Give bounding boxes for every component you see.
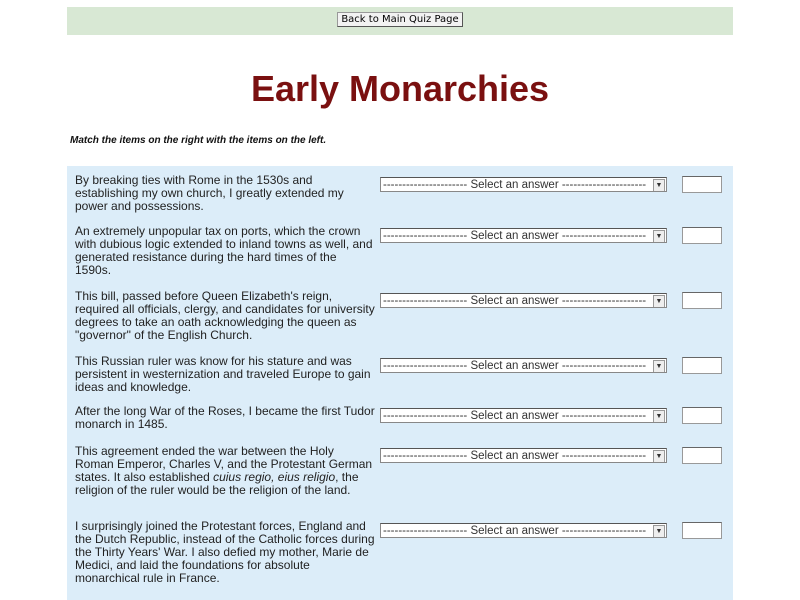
back-to-main-quiz-button[interactable]: Back to Main Quiz Page <box>337 12 462 27</box>
question-text-part: This agreement ended the war between the Holy Roman Emperor, Charles V, and the Protestant German states. It also established <box>75 444 373 484</box>
answer-select[interactable] <box>380 408 667 423</box>
question-text <box>75 445 375 497</box>
answer-select[interactable] <box>380 358 667 373</box>
top-nav-bar <box>67 7 733 35</box>
instructions: Match the items on the right with the items on the left. <box>70 135 327 146</box>
answer-input[interactable] <box>682 522 722 539</box>
question-text: An extremely unpopular tax on ports, which the crown with dubious logic extended to inland towns as well, and generated resistance during the hard times of the 1590s. <box>75 224 373 277</box>
matching-panel <box>67 166 733 600</box>
question-row <box>75 225 741 277</box>
select-placeholder: ---------------------- Select an answer ---------------------- <box>383 410 647 422</box>
select-placeholder: ---------------------- Select an answer ---------------------- <box>383 295 647 307</box>
answer-input[interactable] <box>682 407 722 424</box>
question-row <box>75 405 741 431</box>
answer-select[interactable] <box>380 293 667 308</box>
question-row <box>75 174 741 213</box>
select-placeholder: ---------------------- Select an answer ---------------------- <box>383 360 647 372</box>
select-placeholder: ---------------------- Select an answer ---------------------- <box>383 450 647 462</box>
chevron-down-icon: ▼ <box>653 360 665 373</box>
select-placeholder: ---------------------- Select an answer ---------------------- <box>383 230 647 242</box>
chevron-down-icon: ▼ <box>653 179 665 192</box>
chevron-down-icon: ▼ <box>653 295 665 308</box>
answer-input[interactable] <box>682 227 722 244</box>
question-row <box>75 355 741 394</box>
chevron-down-icon: ▼ <box>653 525 665 538</box>
question-text-part: , the religion of the ruler would be the religion of the land. <box>75 470 359 497</box>
answer-select[interactable] <box>380 523 667 538</box>
question-text-italic: cuius regio, eius religio <box>213 470 336 484</box>
question-row <box>75 290 741 342</box>
select-placeholder: ---------------------- Select an answer ---------------------- <box>383 179 647 191</box>
answer-input[interactable] <box>682 357 722 374</box>
select-placeholder: ---------------------- Select an answer ---------------------- <box>383 525 647 537</box>
answer-input[interactable] <box>682 176 722 193</box>
question-text: This Russian ruler was know for his stature and was persistent in westernization and traveled Europe to gain ideas and knowledge. <box>75 354 371 394</box>
answer-select[interactable] <box>380 448 667 463</box>
question-row <box>75 520 741 585</box>
chevron-down-icon: ▼ <box>653 450 665 463</box>
answer-select[interactable] <box>380 177 667 192</box>
question-row <box>75 445 741 497</box>
question-text: After the long War of the Roses, I became the first Tudor monarch in 1485. <box>75 404 375 431</box>
page-title: Early Monarchies <box>250 68 550 109</box>
question-text: I surprisingly joined the Protestant forces, England and the Dutch Republic, instead of the Catholic forces during the Thirty Years' War. I also defied my mother, Marie de Medici, and laid the foundations for absolute monarchical rule in France. <box>75 519 375 585</box>
question-text: By breaking ties with Rome in the 1530s and establishing my own church, I greatly extended my power and possessions. <box>75 173 344 213</box>
chevron-down-icon: ▼ <box>653 230 665 243</box>
answer-select[interactable] <box>380 228 667 243</box>
answer-input[interactable] <box>682 292 722 309</box>
chevron-down-icon: ▼ <box>653 410 665 423</box>
question-text: This bill, passed before Queen Elizabeth's reign, required all officials, clergy, and candidates for university degrees to take an oath acknowledging the queen as "governor" of the English Church. <box>75 289 375 342</box>
answer-input[interactable] <box>682 447 722 464</box>
